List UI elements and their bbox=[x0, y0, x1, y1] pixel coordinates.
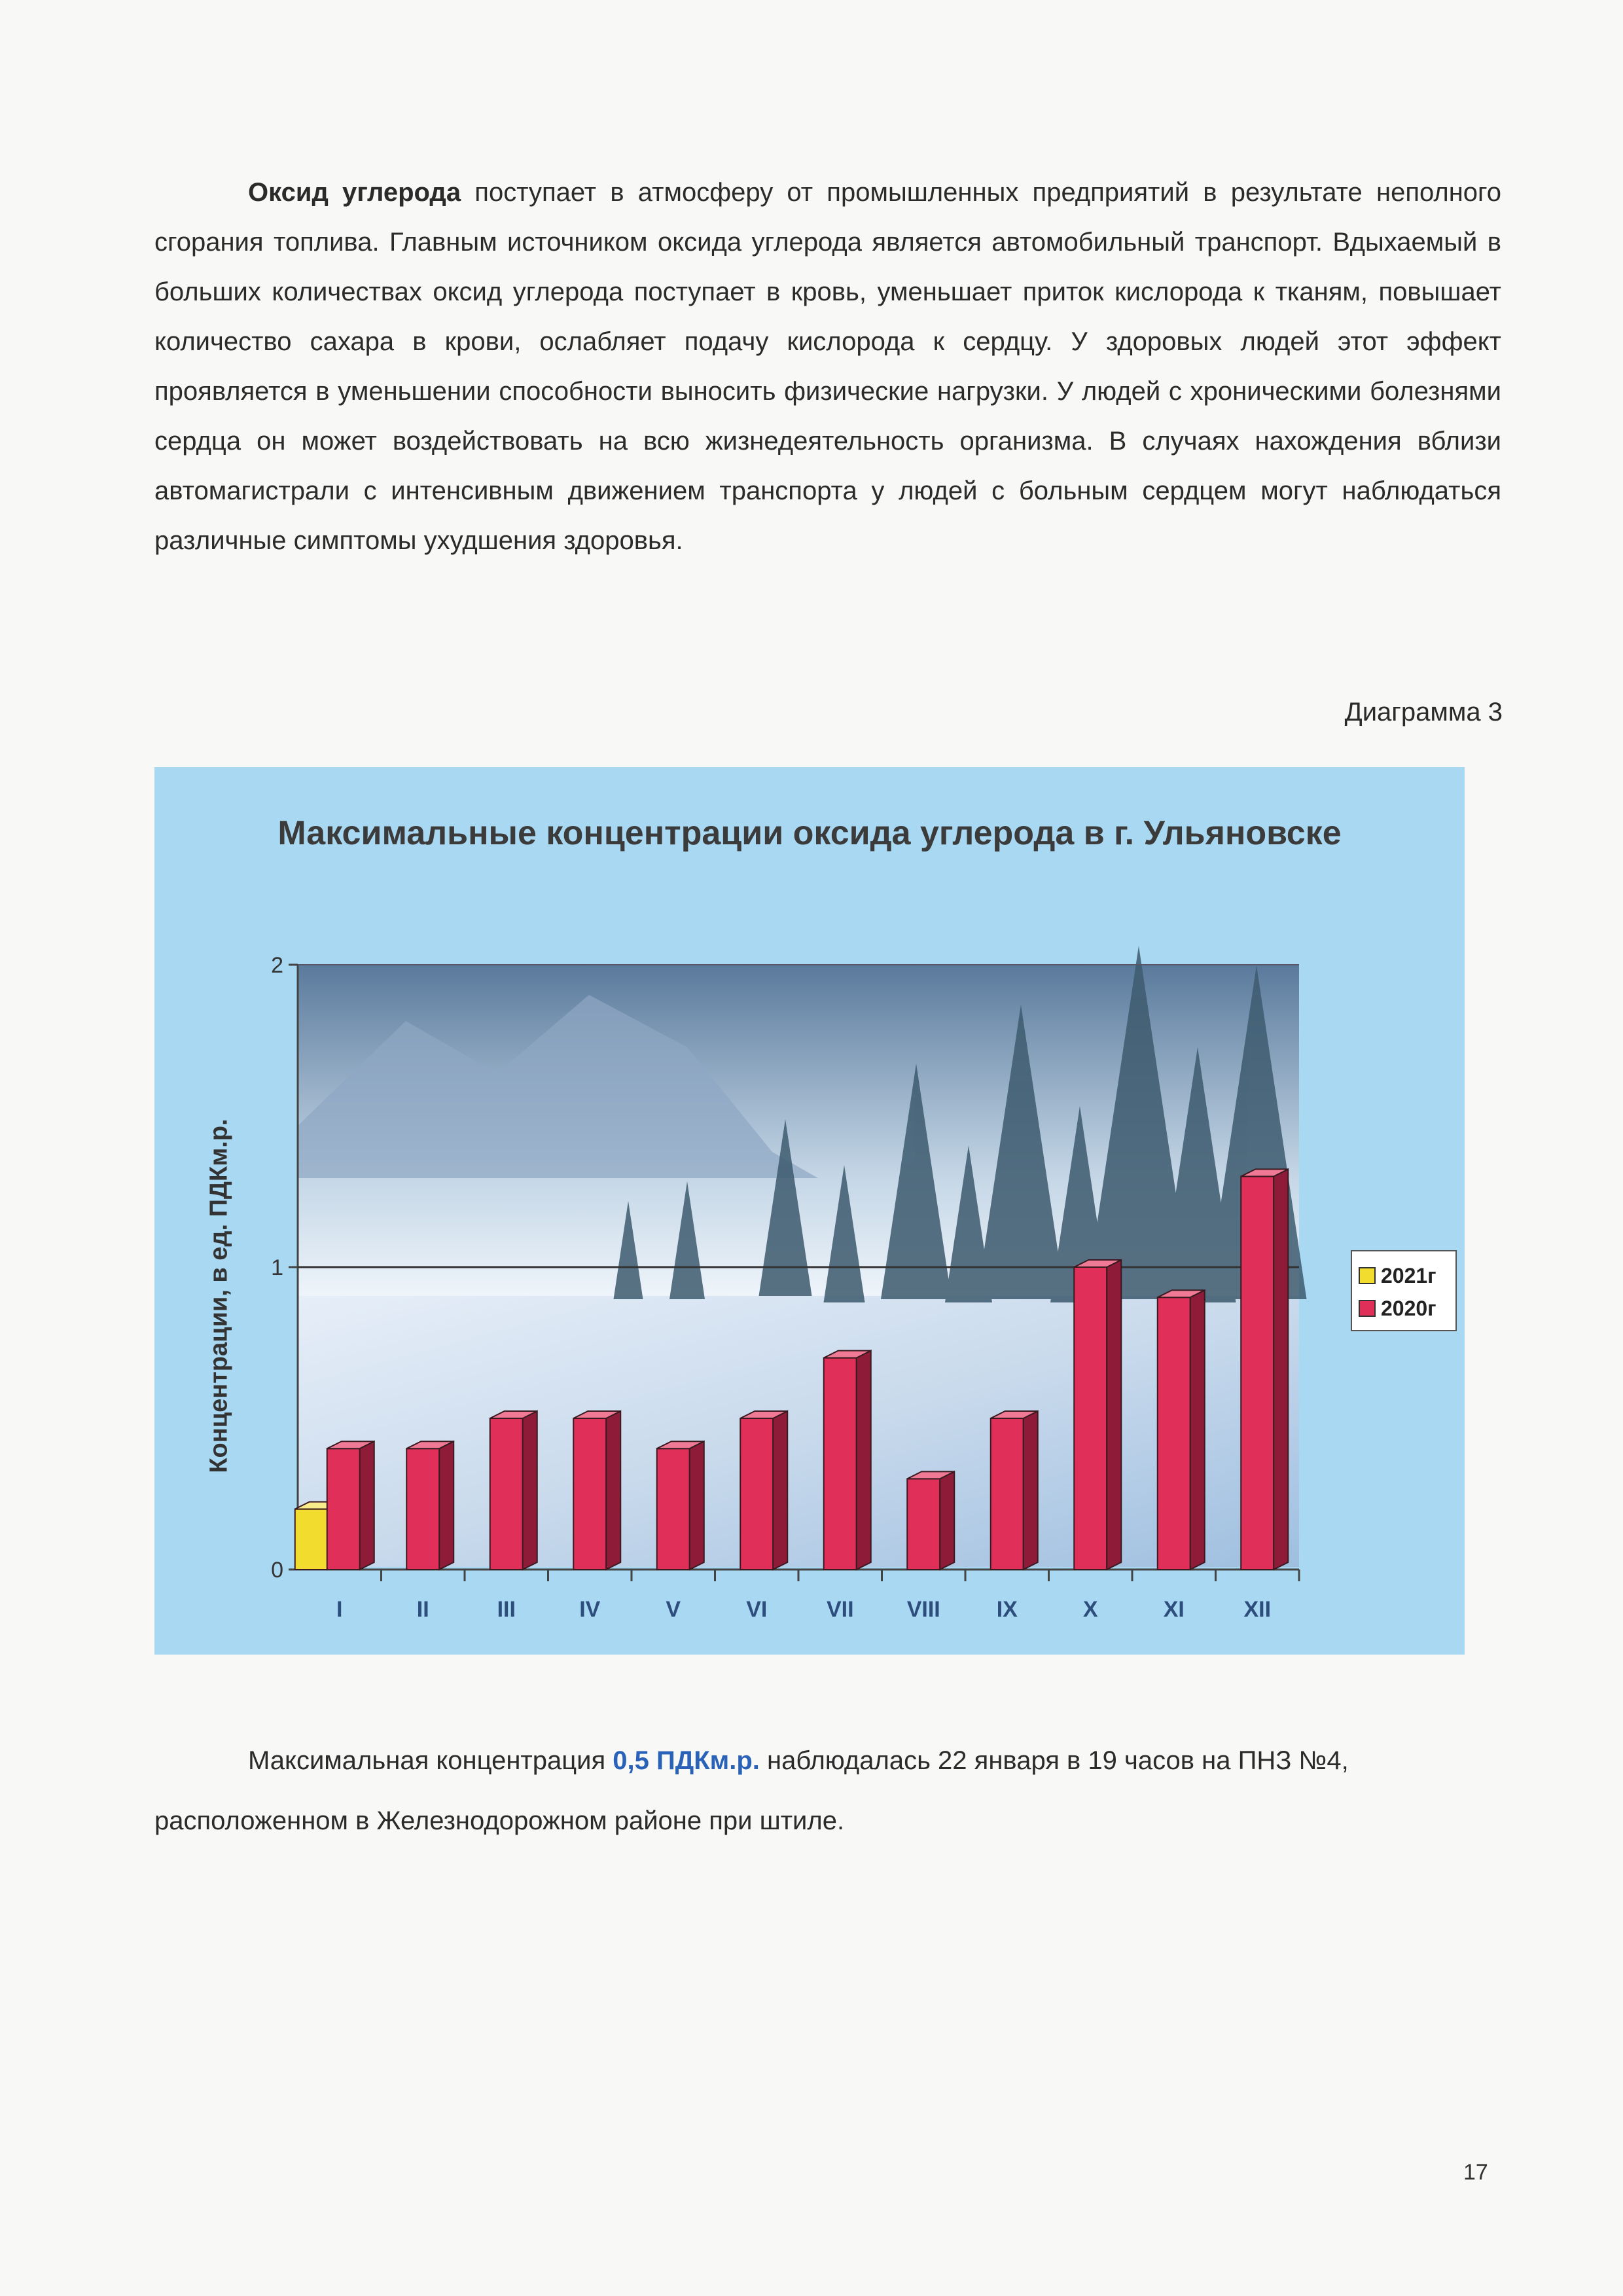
bar bbox=[1158, 1297, 1190, 1570]
y-tick-label: 2 bbox=[271, 953, 283, 978]
y-tick-label: 0 bbox=[271, 1558, 283, 1583]
bar-side bbox=[857, 1351, 871, 1570]
conclusion-paragraph bbox=[154, 1731, 1501, 1851]
bar bbox=[490, 1418, 523, 1570]
legend-swatch-2021 bbox=[1359, 1267, 1376, 1284]
bar-side bbox=[523, 1411, 537, 1570]
x-tick-label: I bbox=[336, 1597, 343, 1622]
bar bbox=[573, 1418, 606, 1570]
legend-swatch-2020 bbox=[1359, 1300, 1376, 1317]
x-tick-label: VI bbox=[746, 1597, 768, 1622]
y-tick-label: 1 bbox=[271, 1255, 283, 1280]
bar-side bbox=[690, 1441, 704, 1570]
bar bbox=[824, 1358, 857, 1570]
conclusion-highlight: 0,5 ПДКм.р. bbox=[613, 1746, 760, 1775]
legend-label-2021: 2021г bbox=[1381, 1263, 1436, 1287]
x-tick-label: VIII bbox=[906, 1597, 940, 1622]
conclusion-lead: Максимальная концентрация bbox=[248, 1746, 613, 1775]
bar bbox=[657, 1448, 690, 1570]
x-tick-label: XI bbox=[1163, 1597, 1185, 1622]
diagram-caption: Диаграмма 3 bbox=[1344, 698, 1503, 726]
legend-item-2020 bbox=[1359, 1292, 1449, 1325]
x-tick-label: X bbox=[1082, 1597, 1098, 1622]
x-tick-label: II bbox=[416, 1597, 429, 1622]
bar-side bbox=[606, 1411, 620, 1570]
bar-side bbox=[1274, 1169, 1288, 1570]
bar-side bbox=[1190, 1290, 1205, 1570]
x-tick-label: III bbox=[497, 1597, 516, 1622]
bar bbox=[295, 1509, 328, 1570]
chart-title: Максимальные концентрации оксида углерода в г. Ульяновске bbox=[277, 814, 1342, 852]
bar bbox=[740, 1418, 773, 1570]
bar bbox=[907, 1479, 940, 1570]
bar bbox=[406, 1448, 439, 1570]
intro-bold-term: Оксид углерода bbox=[248, 178, 461, 207]
page-number: 17 bbox=[1463, 2160, 1488, 2185]
x-tick-label: V bbox=[666, 1597, 681, 1622]
bar bbox=[1074, 1267, 1107, 1570]
conclusion-text: наблюдалась 22 января в 19 часов на ПНЗ №4, расположенном в Железнодорожном районе при штиле. bbox=[154, 1746, 1349, 1835]
x-tick-label: VII bbox=[826, 1597, 854, 1622]
bar bbox=[1241, 1176, 1274, 1570]
bar-side bbox=[1024, 1411, 1038, 1570]
y-axis-label: Концентрации, в ед. ПДКм.р. bbox=[205, 1119, 233, 1473]
bar-side bbox=[360, 1441, 374, 1570]
chart-legend bbox=[1351, 1250, 1457, 1331]
bar-side bbox=[773, 1411, 787, 1570]
intro-text: поступает в атмосферу от промышленных предприятий в результате неполного сгорания топлива. Главным источником оксида углерода является автомобильный транспорт. Вдыхаемый в больших количествах оксид углерода поступает в кровь, уменьшает приток кислорода к тканям, повышает количество сахара в крови, ослабляет подачу кислорода к сердцу. У здоровых людей этот эффект проявляется в уменьшении способности выносить физические нагрузки. У людей с хроническими болезнями сердца он может воздействовать на всю жизнедеятельность организма. В случаях нахождения вблизи автомагистрали с интенсивным движением транспорта у людей с больным сердцем могут наблюдаться различные симптомы ухудшения здоровья. bbox=[154, 178, 1502, 555]
bar bbox=[327, 1448, 360, 1570]
bar-side bbox=[439, 1441, 454, 1570]
x-tick-label: IV bbox=[579, 1597, 601, 1622]
legend-item-2021 bbox=[1359, 1259, 1449, 1292]
bar bbox=[991, 1418, 1024, 1570]
bar-side bbox=[1107, 1260, 1121, 1570]
x-tick-label: IX bbox=[996, 1597, 1018, 1622]
x-tick-label: XII bbox=[1243, 1597, 1272, 1622]
legend-label-2020: 2020г bbox=[1381, 1296, 1436, 1320]
bar-side bbox=[940, 1471, 954, 1570]
